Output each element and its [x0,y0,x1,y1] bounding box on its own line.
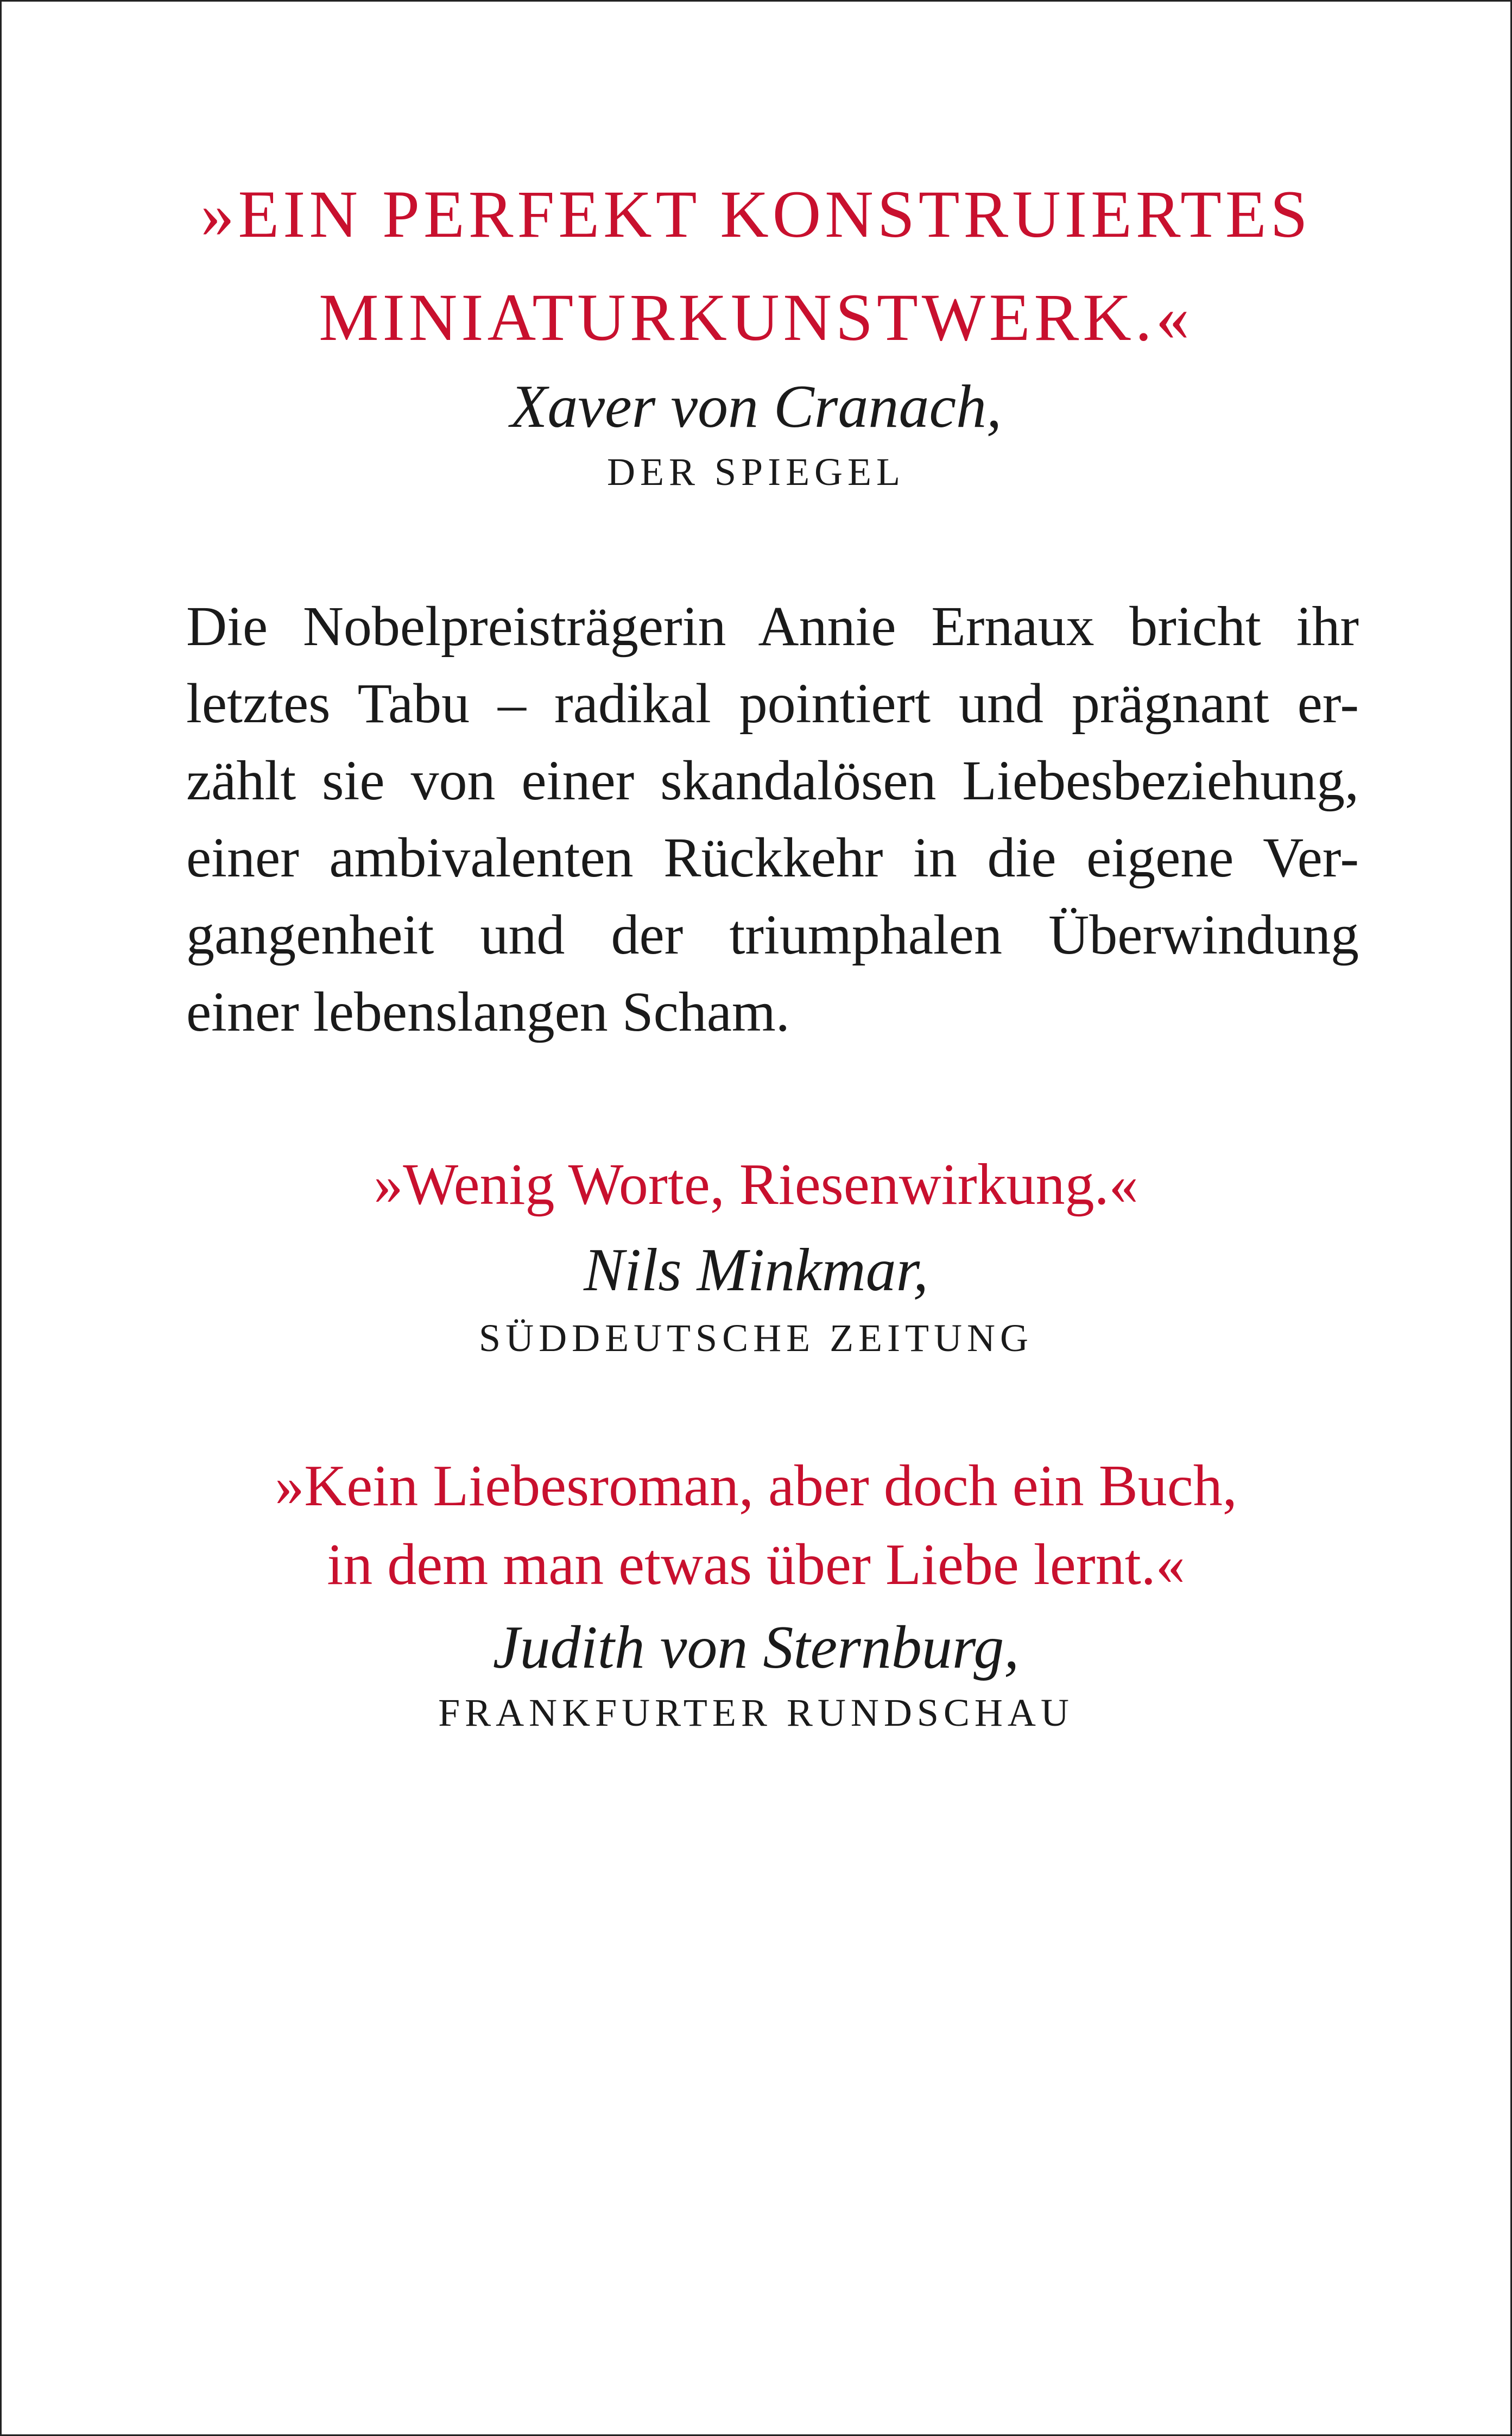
quote2-author: Nils Minkmar, [584,1236,928,1304]
quote3-line1: »Kein Liebesroman, aber doch ein Buch, [275,1454,1237,1518]
quote1-source: DER SPIEGEL [607,450,905,494]
quote1-line1: »EIN PERFEKT KONSTRUIERTES [200,177,1312,251]
blurb-line: gangenheit und der triumphalen Überwindung [186,904,1359,966]
quote3-author: Judith von Sternburg, [492,1614,1020,1681]
blurb-line: Die Nobelpreisträgerin Annie Ernaux bricht ihr [186,595,1359,658]
blurb-line: einer ambivalenten Rückkehr in die eigene Ver- [186,826,1359,889]
quote3-source: FRANKFURTER RUNDSCHAU [438,1691,1074,1734]
quote3-line2: in dem man etwas über Liebe lernt.« [327,1532,1185,1597]
blurb-paragraph [186,588,1359,1051]
quote1-author: Xaver von Cranach, [510,373,1002,440]
blurb-line: einer lebenslangen Scham. [186,981,790,1043]
quote2-text: »Wenig Worte, Riesenwirkung.« [374,1152,1138,1217]
quote2-source: SÜDDEUTSCHE ZEITUNG [479,1316,1033,1360]
blurb-line: letztes Tabu – radikal pointiert und prägnant er- [186,672,1359,735]
blurb-line: zählt sie von einer skandalösen Liebesbeziehung, [186,749,1359,812]
quote1-line2: MINIATURKUNSTWERK.« [319,280,1193,355]
